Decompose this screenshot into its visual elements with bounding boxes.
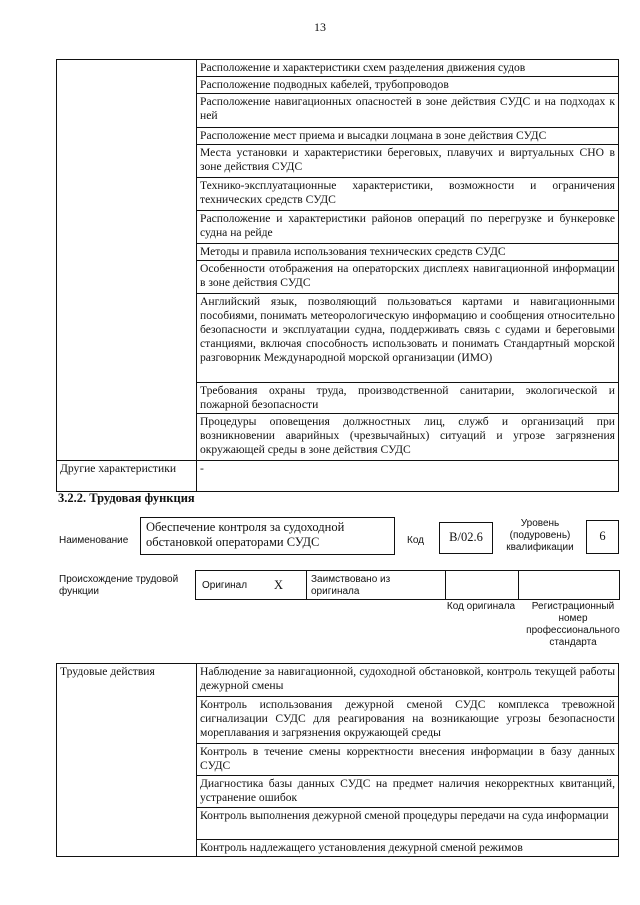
code-box [439,522,493,554]
table-cell: Контроль использования дежурной сменой СУДС комплекса тревожной сигнализации СУДС для реагирования на возникающие угрозы безопасности мореплавания и загрязнения окружающей среды [197,697,619,744]
table-cell: Процедуры оповещения должностных лиц, служб и организаций при возникновении аварийных (чрезвычайных) ситуаций и угрозе загрязнения окружающей среды в зоне действия СУДС [197,414,619,461]
table-cell: Контроль выполнения дежурной сменой процедуры передачи на суда информации [197,808,619,840]
level-value: 6 [599,529,606,543]
table-cell: Методы и правила использования технических средств СУДС [197,244,619,261]
table-left-cell [57,60,197,461]
name-box [140,517,395,555]
labor-actions-label: Трудовые действия [57,664,197,857]
original-label: Оригинал [202,580,248,591]
table-cell: Расположение и характеристики схем разделения движения судов [197,60,619,77]
table-cell: Расположение навигационных опасностей в зоне действия СУДС и на подходах к ней [197,94,619,128]
origin-label: Происхождение трудовой функции [59,574,179,597]
name-label: Наименование [59,535,129,546]
origin-divider [445,571,446,599]
table-cell: Места установки и характеристики береговых, плавучих и виртуальных СНО в зоне действия СУДС [197,145,619,178]
table-row [57,664,619,697]
origin-divider [306,571,307,599]
other-characteristics-label: Другие характеристики [57,461,197,492]
table-cell: Особенности отображения на операторских дисплеях навигационной информации в зоне действия СУДС [197,261,619,294]
reg-number-caption: Регистрационный номер профессионального стандарта [526,601,620,648]
other-characteristics-value: - [197,461,619,492]
table-cell: Технико-эксплуатационные характеристики, возможности и ограничения технических средств СУДС [197,178,619,211]
table-cell: Контроль надлежащего установления дежурной сменой режимов [197,840,619,857]
table-cell: Английский язык, позволяющий пользоваться картами и навигационными пособиями, понимать метеорологическую информацию и сообщения относительно безопасности и эксплуатации судна, поддерживать связь с судами и береговыми станциями, включая способность использовать и понимать Стандартный морской разговорник Международной морской организации (ИМО) [197,294,619,383]
labor-actions-table [56,663,619,857]
origin-box [195,570,620,600]
borrowed-label: Заимствовано из оригинала [311,574,391,597]
table-cell: Наблюдение за навигационной, судоходной обстановкой, контроль текущей работы дежурной смены [197,664,619,697]
table-cell: Расположение и характеристики районов операций по перегрузке и бункеровке судна на рейде [197,211,619,244]
table-cell: Диагностика базы данных СУДС на предмет наличия некорректных квитанций, устранение ошибок [197,776,619,808]
origin-divider [518,571,519,599]
table-cell: Требования охраны труда, производственной санитарии, экологической и пожарной безопасности [197,383,619,414]
table-cell: Расположение подводных кабелей, трубопроводов [197,77,619,94]
section-heading: 3.2.2. Трудовая функция [58,491,195,505]
knowledge-table [56,59,619,492]
level-box [586,520,619,554]
code-label: Код [407,535,425,546]
original-mark: X [274,578,284,592]
function-name: Обеспечение контроля за судоходной обстановкой операторами СУДС [146,520,345,549]
table-cell: Контроль в течение смены корректности внесения информации в базу данных СУДС [197,744,619,776]
table-row [57,461,619,492]
code-original-caption: Код оригинала [446,601,516,612]
function-code: B/02.6 [449,530,483,544]
page-number: 13 [314,20,326,34]
table-cell: Расположение мест приема и высадки лоцмана в зоне действия СУДС [197,128,619,145]
table-row [57,60,619,77]
level-label: Уровень (подуровень) квалификации [506,518,574,553]
